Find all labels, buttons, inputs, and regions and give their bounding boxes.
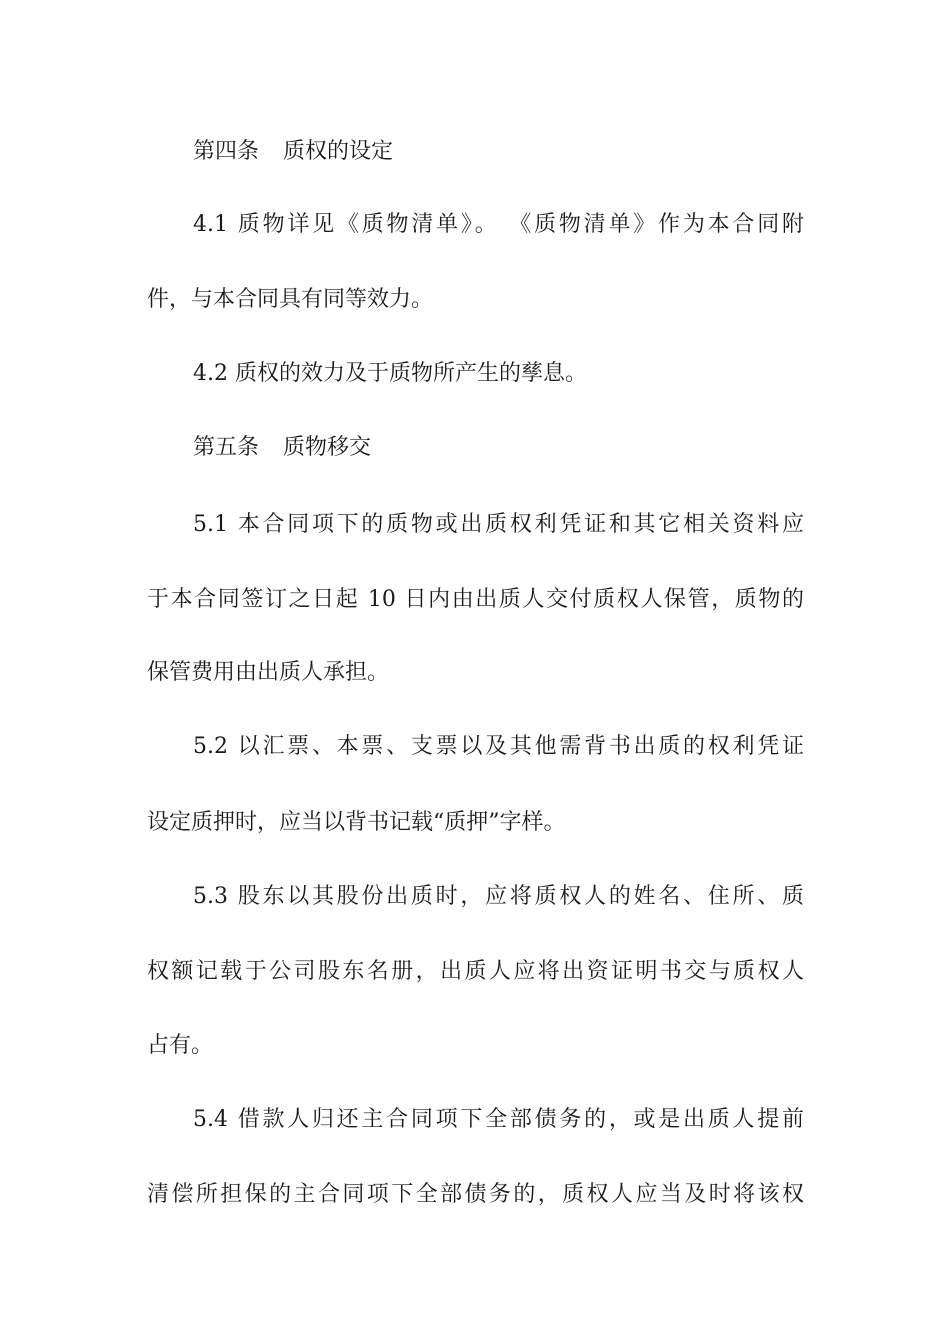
clause-4-1-line-1: 4.1 质物详见《质物清单》。 《质物清单》作为本合同附 [193, 212, 804, 237]
clause-5-3-line-3: 占有。 [147, 1033, 214, 1058]
clause-4-2-line-1: 4.2 质权的效力及于质物所产生的孳息。 [193, 361, 587, 386]
article-5-number: 第五条 [193, 435, 260, 460]
clause-5-1-line-1: 5.1 本合同项下的质物或出质权利凭证和其它相关资料应 [193, 512, 804, 537]
clause-5-1-line-3: 保管费用由出质人承担。 [147, 660, 390, 685]
clause-5-2-line-1: 5.2 以汇票、本票、支票以及其他需背书出质的权利凭证 [193, 734, 804, 759]
clause-5-4-line-1: 5.4 借款人归还主合同项下全部债务的，或是出质人提前 [193, 1107, 804, 1132]
article-4-title: 质权的设定 [283, 139, 394, 164]
article-5-title: 质物移交 [283, 435, 372, 460]
article-4-number: 第四条 [193, 139, 260, 164]
clause-5-3-line-1: 5.3 股东以其股份出质时，应将质权人的姓名、住所、质 [193, 884, 804, 909]
clause-5-3-line-2: 权额记载于公司股东名册，出质人应将出资证明书交与质权人 [147, 959, 804, 984]
article-4-heading [193, 129, 804, 175]
clause-4-1-line-2: 件，与本合同具有同等效力。 [147, 287, 434, 312]
clause-5-4-line-2: 清偿所担保的主合同项下全部债务的，质权人应当及时将该权 [147, 1182, 804, 1207]
clause-5-2-line-2: 设定质押时，应当以背书记载“质押”字样。 [147, 810, 566, 835]
article-5-heading [193, 425, 804, 471]
clause-5-1-line-2: 于本合同签订之日起 10 日内由出质人交付质权人保管，质物的 [147, 587, 804, 612]
